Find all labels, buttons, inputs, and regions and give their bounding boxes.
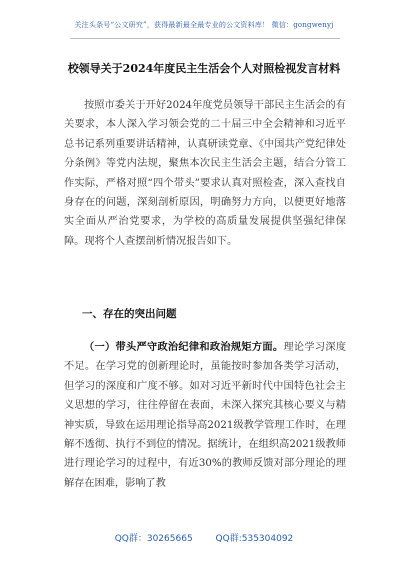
document-title: 校领导关于2024年度民主生活会个人对照检视发言材料 xyxy=(67,62,341,75)
footer xyxy=(0,531,408,544)
subsection-text: 理论学习深度不足。在学习党的创新理论时，虽能按时参加各类学习活动，但学习的深度和广度不够。如对习近平新时代中国特色社会主义思想的学习，往往停留在表面，未深入探究其核心要义与精神实质，导致在运用理论指导高2021级教学管理工作时，在理解不透彻、执行不到位的情况。据统计，在组织高2021级教师进行理论学习的过程中，有近30%的教师反馈对部分理论的理解存在困难，影响了教 xyxy=(64,342,347,489)
section-heading: 一、存在的突出问题 xyxy=(82,308,177,320)
header-divider xyxy=(70,38,340,39)
footer-qq-group-2: QQ群:535304092 xyxy=(215,534,294,544)
footer-qq-group-1: QQ群：30265665 xyxy=(114,534,193,544)
subsection-paragraph xyxy=(64,338,346,493)
intro-paragraph: 按照市委关于开好2024年度党员领导干部民主生活会的有关要求，本人深入学习领会党的二十届三中全会精神和习近平总书记系列重要讲话精神，认真研读党章、《中国共产党纪律处分条例》等党内法规，聚焦本次民主生活会主题，结合分管工作实际，严格对照“四个带头”要求认真对照检查，深入查找自身存在的问题，深刻剖析原因，明确努力方向，以便更好地落实全面从严治党要求，为学校的高质量发展提供坚强纪律保障。现将个人查摆剖析情况报告如下。 xyxy=(64,100,346,247)
header-banner: 关注头条号“公文研究”，获得最新最全最专业的公文资料库！ 微信：gongwenyj xyxy=(74,21,334,29)
subsection-heading: （一）带头严守政治纪律和政治规矩方面。 xyxy=(84,341,284,353)
